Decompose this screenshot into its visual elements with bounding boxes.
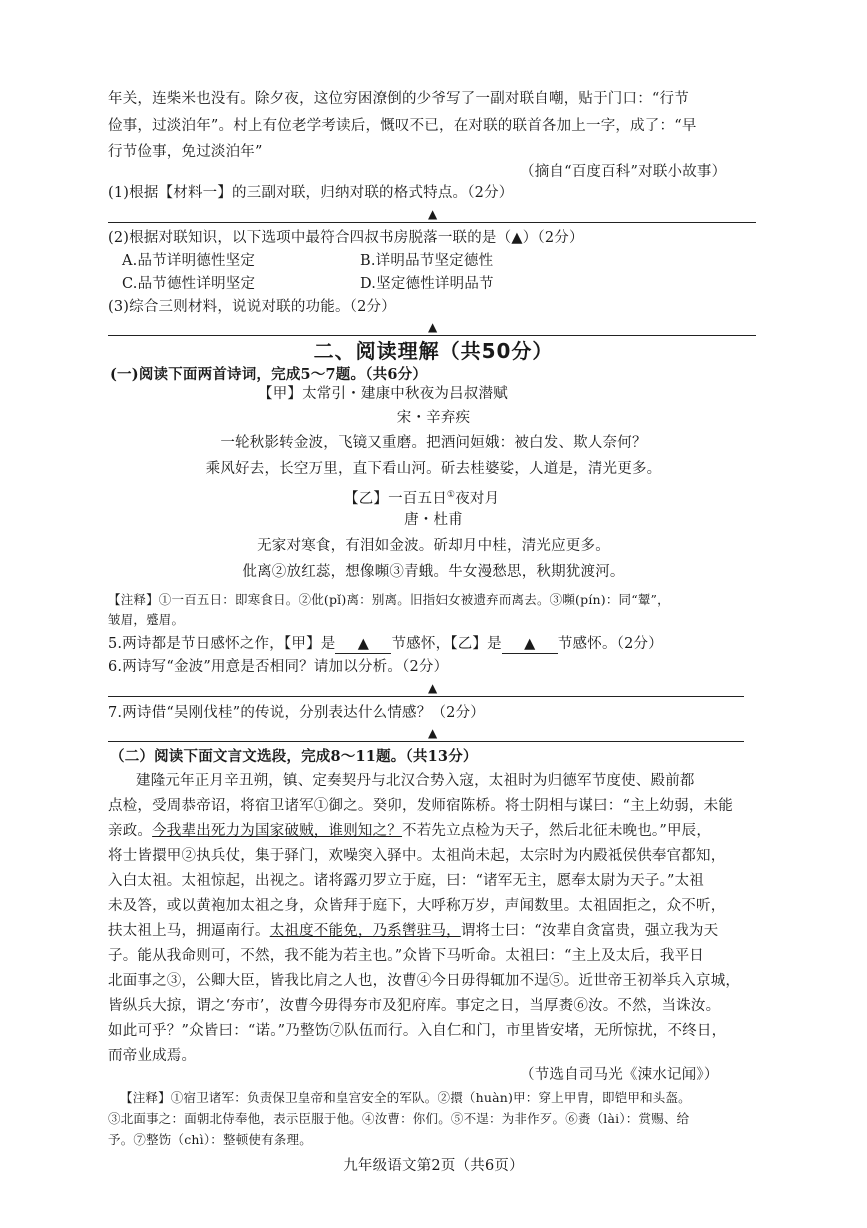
poem-a-line: 乘风好去，长空万里，直下看山河。斫去桂婆娑，人道是，清光更多。 xyxy=(205,461,662,477)
section-2-title: 二、阅读理解（共50分） xyxy=(313,339,554,363)
answer-mark-triangle: ▲ xyxy=(428,681,438,695)
poem-a-line: 一轮秋影转金波，飞镜又重磨。把酒问姮娥：被白发、欺人奈何？ xyxy=(220,435,647,451)
fill-blank[interactable]: ▲ xyxy=(335,635,391,654)
prose-line: 而帝业成焉。 xyxy=(108,1048,197,1064)
option-b: B.详明品节坚定德性 xyxy=(360,253,494,269)
footnote-marker: ① xyxy=(446,490,456,500)
prose-source: （节选自司马光《涑水记闻》） xyxy=(520,1067,719,1083)
prose-notes: ③北面事之：面朝北侍奉他，表示臣服于他。④汝曹：你们。⑤不逞：为非作歹。⑥赉（lài）：赏赐、给 xyxy=(108,1111,690,1126)
prose-notes: 【注释】①宿卫诸军：负责保卫皇帝和皇宫安全的军队。②擐（huàn)甲：穿上甲胄，即铠甲和头盔。 xyxy=(120,1090,691,1105)
material-story-line: 行节俭事，免过淡泊年” xyxy=(108,144,263,160)
poem-b-title-text: 【乙】一百五日 xyxy=(344,490,447,507)
part-1-intro: (一)阅读下面两首诗词，完成5～7题。（共6分） xyxy=(110,366,428,383)
prose-line: 点检，受周恭帝诏，将宿卫诸军①御之。癸卯，发师宿陈桥。将士阴相与谋曰：“主上幼弱，未能 xyxy=(108,798,734,814)
question-5-text: 5.两诗都是节日感怀之作，【甲】是 xyxy=(108,636,336,652)
poem-b-author: 唐・杜甫 xyxy=(404,512,463,528)
prose-text: 亲政。 xyxy=(108,823,153,839)
prose-notes: 予。⑦整饬（chì）：整顿使有条理。 xyxy=(108,1132,312,1147)
prose-line: 北面事之③，公卿大臣，皆我比肩之人也，汝曹④今日毋得辄加不逞⑤。近世帝王初举兵入京城， xyxy=(108,973,741,989)
poem-b-line: 无家对寒食，有泪如金波。斫却月中桂，清光应更多。 xyxy=(257,538,610,554)
prose-line: 建隆元年正月辛丑朔，镇、定奏契丹与北汉合势入寇，太祖时为归德军节度使、殿前都 xyxy=(136,773,695,789)
poem-notes: 皱眉，蹙眉。 xyxy=(108,612,185,627)
part-2-intro: （二）阅读下面文言文选段，完成8～11题。（共13分） xyxy=(110,748,478,765)
option-d: D.坚定德性详明品节 xyxy=(360,276,494,292)
prose-line: 将士皆擐甲②执兵仗，集于驿门，欢噪突入驿中。太祖尚未起，太宗时为内殿祗侯供奉官都知， xyxy=(108,848,726,864)
material-story-line: 俭事，过淡泊年”。村上有位老学考读后，慨叹不已，在对联的联首各加上一字，成了：“早 xyxy=(108,118,697,134)
question-6: 6.两诗写“金波”用意是否相同？请加以分析。（2分） xyxy=(108,659,449,675)
material-story-line: 年关，连柴米也没有。除夕夜，这位穷困潦倒的少爷写了一副对联自嘲，贴于门口：“行节 xyxy=(108,91,689,107)
answer-mark-triangle: ▲ xyxy=(428,726,438,740)
material-source: （摘自“百度百科”对联小故事） xyxy=(520,164,727,180)
answer-line xyxy=(108,222,756,223)
question-7: 7.两诗借“吴刚伐桂”的传说，分别表达什么情感？（2分） xyxy=(108,705,485,721)
prose-line: 如此可乎？”众皆曰：“诺。”乃整饬⑦队伍而行。入自仁和门，市里皆安堵，无所惊扰，不终日， xyxy=(108,1023,727,1039)
answer-line xyxy=(108,741,744,742)
prose-text: 谓将士曰：“汝辈自贪富贵，强立我为天 xyxy=(460,923,719,939)
prose-line: 入白太祖。太祖惊起，出视之。诸将露刃罗立于庭，曰：“诸军无主，愿奉太尉为天子。”太祖 xyxy=(108,873,704,889)
question-5-text: 节感怀。（2分） xyxy=(557,636,663,652)
answer-line xyxy=(108,335,756,336)
answer-line xyxy=(108,696,744,697)
poem-a-title: 【甲】太常引・建康中秋夜为吕叔潜赋 xyxy=(258,386,508,402)
poem-a-author: 宋・辛弃疾 xyxy=(396,410,471,426)
question-5-text: 节感怀，【乙】是 xyxy=(391,636,502,652)
prose-line: 子。能从我命则可，不然，我不能为若主也。”众皆下马听命。太祖曰：“主上及太后，我平日 xyxy=(108,948,704,964)
prose-underlined-sentence: 太祖度不能免，乃系辔驻马， xyxy=(269,923,461,939)
option-a: A.品节详明德性坚定 xyxy=(122,253,256,269)
answer-mark-triangle: ▲ xyxy=(428,320,438,334)
prose-line: 未及答，或以黄袍加太祖之身，众皆拜于庭下，大呼称万岁，声闻数里。太祖固拒之，众不听， xyxy=(108,898,726,914)
fill-blank[interactable]: ▲ xyxy=(502,635,558,654)
question-5 xyxy=(108,635,663,654)
prose-line: 皆纵兵大掠，谓之‘夯市’，汝曹今毋得夯市及犯府库。事定之日，当厚赉⑥汝。不然，当诛汝。 xyxy=(108,998,721,1014)
prose-line xyxy=(108,922,718,940)
poem-b-title-text: 夜对月 xyxy=(455,490,500,507)
question-1: (1)根据【材料一】的三副对联，归纳对联的格式特点。（2分） xyxy=(108,185,514,201)
poem-b-line: 仳离②放红蕊，想像嚬③青蛾。牛女漫愁思，秋期犹渡河。 xyxy=(242,564,625,580)
prose-underlined-sentence: 今我辈出死力为国家破贼，谁则知之？ xyxy=(152,823,403,839)
question-3: (3)综合三则材料，说说对联的功能。（2分） xyxy=(108,299,396,315)
prose-line xyxy=(108,822,711,840)
prose-text: 不若先立点检为天子，然后北征未晚也。”甲辰， xyxy=(402,823,712,839)
poem-b-title xyxy=(344,486,499,508)
page-footer: 九年级语文第2页（共6页） xyxy=(343,1158,524,1174)
question-2: (2)根据对联知识，以下选项中最符合四叔书房脱落一联的是（▲）（2分） xyxy=(108,230,584,246)
poem-notes: 【注释】①一百五日：即寒食日。②仳(pǐ)离：别离。旧指妇女被遗弃而离去。③嚬(pín)：同“颦”， xyxy=(108,592,670,607)
prose-text: 扶太祖上马，拥逼南行。 xyxy=(108,923,270,939)
option-c: C.品节德性详明坚定 xyxy=(122,276,256,292)
answer-mark-triangle: ▲ xyxy=(428,207,438,221)
